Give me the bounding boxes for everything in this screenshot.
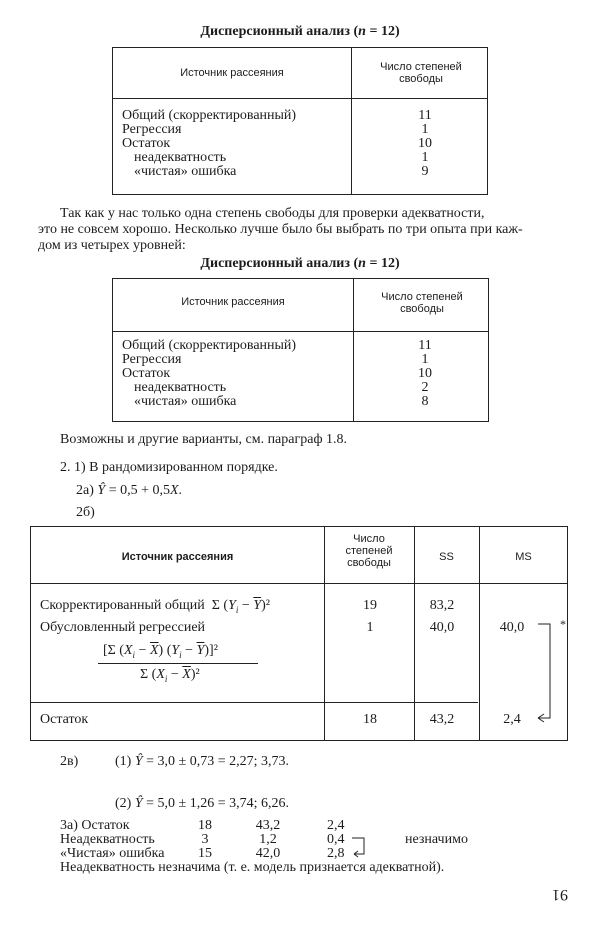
table3-row-ss: 40,0 — [429, 620, 455, 635]
table3-row-df: 19 — [363, 598, 377, 613]
table3-col1-header: Источник рассеяния — [121, 551, 234, 563]
table2-row-label: Общий (скорректированный) — [122, 338, 297, 353]
table2-col1-header: Источник рассеяния — [181, 296, 285, 308]
equation-2v-2: (2) Ŷ = 5,0 ± 1,26 = 3,74; 6,26. — [115, 796, 289, 811]
table2-row-df: 10 — [418, 366, 432, 381]
table3-row-label: Скорректированный общий Σ $(Y_i - \overline{Y})^2$ — [40, 598, 270, 615]
table1-row-df: 9 — [421, 164, 429, 179]
table1-row-df: 10 — [418, 136, 432, 151]
table1-row-label: «чистая» ошибка — [134, 164, 237, 179]
significance-star: * — [560, 617, 566, 631]
table3-row-ss: 43,2 — [429, 712, 455, 727]
item2-line1: 2. 1) В рандомизированном порядке. — [60, 460, 278, 475]
table2-title: Дисперсионный анализ (n = 12) — [200, 256, 400, 271]
table1-row-label: Регрессия — [122, 122, 182, 137]
fraction-bar — [98, 663, 258, 664]
not-significant-note: незначимо — [405, 832, 468, 847]
table1-row-label: неадекватность — [134, 150, 227, 165]
label-2v: 2в) — [60, 754, 79, 769]
equation-2a: 2а) Ŷ = 0,5 + 0,5X. — [76, 483, 183, 498]
table1-row-df: 1 — [421, 150, 429, 165]
equation-2v-1: (1) Ŷ = 3,0 ± 0,73 = 2,27; 3,73. — [115, 754, 289, 769]
other-variants-text: Возможны и другие варианты, см. параграф 1.8. — [60, 432, 348, 447]
table2-col2-header: Число степеней свободы — [381, 291, 463, 315]
table2-row-label: неадекватность — [134, 380, 227, 395]
summary-row-label: «Чистая» ошибка — [60, 846, 165, 861]
conclusion-text: Неадекватность незначима (т. е. модель признается адекватной). — [60, 860, 445, 875]
fraction-numerator: [Σ $(X_i - \overline{X}) (Y_i - \overline{Y})]^2$ — [103, 643, 218, 660]
table3-col3-header: SS — [439, 551, 454, 563]
label-2b: 2б) — [76, 505, 95, 520]
summary-row-label: 3а) Остаток — [60, 818, 130, 833]
ratio-arrow-icon — [530, 618, 560, 728]
table2-row-label: «чистая» ошибка — [134, 394, 237, 409]
table2-row-df: 11 — [418, 338, 432, 353]
summary-row-ss: 42,0 — [255, 846, 281, 861]
summary-row-df: 3 — [201, 832, 209, 847]
paragraph-line: это не совсем хорошо. Несколько лучше было бы выбрать по три опыта при каж- — [38, 222, 523, 237]
table3-row-label: Остаток — [40, 712, 89, 727]
paragraph-line: Так как у нас только одна степень свободы для проверки адекватности, — [60, 206, 485, 221]
summary-row-ms: 2,8 — [327, 846, 345, 861]
table1-row-label: Остаток — [122, 136, 171, 151]
table2-row-df: 1 — [421, 352, 429, 367]
comparison-bracket-icon — [350, 834, 374, 860]
table3-row-ms: 40,0 — [499, 620, 525, 635]
paragraph-line: дом из четырех уровней: — [38, 238, 186, 253]
table3-row-ss: 83,2 — [429, 598, 455, 613]
table3-col4-header: MS — [515, 551, 532, 563]
table1-row-label: Общий (скорректированный) — [122, 108, 297, 123]
table1-title: Дисперсионный анализ (n = 12) — [200, 24, 400, 39]
table3-row-df: 18 — [363, 712, 377, 727]
table1-row-df: 11 — [418, 108, 432, 123]
page-number: 91 — [552, 886, 568, 903]
summary-row-ss: 43,2 — [255, 818, 281, 833]
table3-col2-header: Число степеней свободы — [345, 533, 393, 569]
table2-row-label: Остаток — [122, 366, 171, 381]
summary-row-ss: 1,2 — [259, 832, 277, 847]
table2-row-label: Регрессия — [122, 352, 182, 367]
summary-row-df: 15 — [198, 846, 212, 861]
summary-row-df: 18 — [198, 818, 212, 833]
summary-row-ms: 0,4 — [327, 832, 345, 847]
table1-col2-header: Число степеней свободы — [380, 61, 462, 85]
summary-row-label: Неадекватность — [60, 832, 155, 847]
table3-row-ms: 2,4 — [503, 712, 521, 727]
fraction-denominator: Σ $(X_i - \overline{X})^2$ — [140, 667, 200, 684]
table2-row-df: 2 — [421, 380, 429, 395]
summary-row-ms: 2,4 — [327, 818, 345, 833]
table1-col1-header: Источник рассеяния — [180, 67, 284, 79]
table3-row-label: Обусловленный регрессией — [40, 620, 206, 635]
table1-row-df: 1 — [421, 122, 429, 137]
table3-row-df: 1 — [366, 620, 374, 635]
table2-row-df: 8 — [421, 394, 429, 409]
